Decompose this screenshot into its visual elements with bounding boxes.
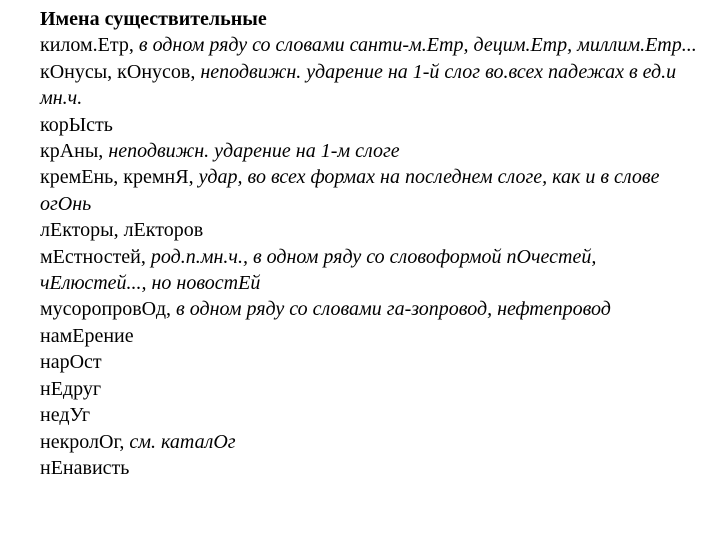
entry-kilometr [40, 32, 700, 58]
entry-word: некролОг, [40, 430, 125, 453]
entry-word: кОнусы, кОнусов, [40, 60, 196, 83]
entry-koryst [40, 112, 700, 138]
entry-word: корЫсть [40, 113, 113, 136]
entry-word: мЕстностей, [40, 245, 146, 268]
entry-word: недУг [40, 404, 91, 427]
entry-word: мусоропровОд, [40, 298, 172, 321]
entry-note: удар, во всех формах на последнем слоге, как и в слове огОнь [40, 166, 660, 215]
entry-krany [40, 138, 700, 164]
entry-note: неподвижн. ударение на 1-м слоге [103, 140, 400, 163]
entry-mestnostey [40, 244, 700, 297]
entry-musoroprovod [40, 296, 700, 322]
entry-word: лЕкторы, лЕкторов [40, 219, 204, 242]
entry-word: намЕрение [40, 324, 134, 347]
entry-note: см. каталОг [124, 430, 236, 453]
entry-word: крАны, [40, 140, 104, 163]
entry-note: род.п.мн.ч., в одном ряду со словоформой пОчестей, чЕлюстей..., но новостЕй [40, 245, 597, 295]
entry-narost [40, 349, 700, 375]
entry-word: кремЕнь, кремнЯ, [40, 166, 194, 189]
entry-word: нарОст [40, 351, 102, 374]
entry-note: неподвижн. ударение на 1-й слог во.всех падежах в ед.и мн.ч. [40, 60, 677, 110]
entry-word: килом.Етр, [40, 34, 134, 57]
entry-word: нЕдруг [40, 377, 102, 400]
entry-nenavist [40, 455, 700, 481]
document-page [40, 6, 700, 481]
entry-word: нЕнависть [40, 456, 130, 479]
entry-note: в одном ряду со словами га-зопровод, нефтепровод [171, 298, 611, 321]
entry-nedug [40, 402, 700, 428]
entry-lektory [40, 217, 700, 243]
entry-kremen [40, 164, 700, 217]
section-title: Имена существительные [40, 8, 267, 30]
entry-namerenie [40, 323, 700, 349]
entry-nekrolog [40, 429, 700, 455]
entry-note: в одном ряду со словами санти-м.Етр, децим.Етр, миллим.Етр... [133, 34, 697, 57]
entry-konusy [40, 59, 700, 112]
entry-nedrug [40, 376, 700, 402]
